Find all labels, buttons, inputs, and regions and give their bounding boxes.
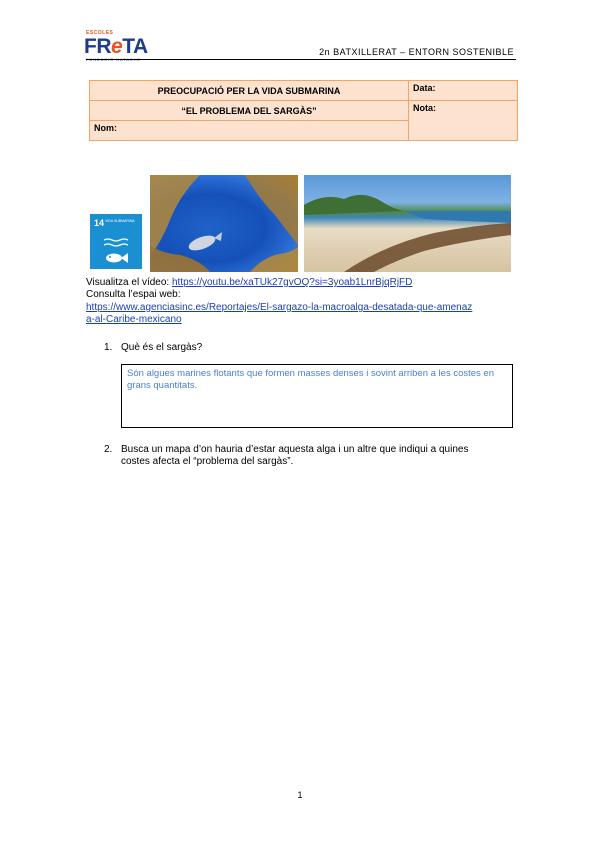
sargassum-underwater-photo	[150, 175, 298, 272]
video-prefix: Visualitza el vídeo:	[86, 277, 172, 288]
sdg14-icon	[90, 214, 142, 269]
title-cell-2: “EL PROBLEMA DEL SARGÀS”	[90, 101, 409, 121]
question-2-text-line1: Busca un mapa d’on hauria d’estar aquesta alga i un altre que indiqui a quines	[121, 444, 469, 455]
sdg-number: 14	[94, 218, 105, 228]
question-2-number: 2.	[104, 444, 113, 455]
sdg-label: VIDA SUBMARINA	[105, 219, 135, 223]
answer-1-box[interactable]	[121, 364, 513, 428]
web-link-cont[interactable]: a-al-Caribe-mexicano	[86, 314, 182, 325]
logo-part-a: FR	[84, 35, 111, 58]
sargassum-beach-photo	[304, 175, 511, 272]
title-cell-1: PREOCUPACIÓ PER LA VIDA SUBMARINA	[90, 81, 409, 101]
beach-art	[304, 175, 511, 272]
info-table	[89, 80, 518, 141]
logo-top-text: ESCOLES	[86, 30, 114, 36]
fish-icon	[90, 214, 142, 269]
question-1-number: 1.	[104, 342, 113, 353]
page-number: 1	[297, 790, 303, 800]
nota-label: Nota:	[409, 101, 518, 141]
web-link[interactable]: https://www.agenciasinc.es/Reportajes/El-sargazo-la-macroalga-desatada-que-amenaz	[86, 302, 473, 313]
logo-part-b: TA	[122, 35, 148, 58]
question-2-text-line2: costes afecta el “problema del sargàs”.	[121, 456, 294, 467]
web-prefix: Consulta l’espai web:	[86, 289, 181, 300]
nom-label: Nom:	[90, 121, 409, 141]
logo-part-e: e	[111, 35, 123, 58]
answer-1-text: Són algues marines flotants que formen masses denses i sovint arriben a les costes en grans quantitats.	[127, 368, 494, 391]
web-link-line1[interactable]	[86, 302, 472, 314]
question-1-text: Què és el sargàs?	[121, 342, 203, 353]
header-divider	[86, 59, 516, 60]
photo-art	[150, 175, 298, 272]
school-logo	[84, 30, 164, 62]
course-header: 2n BATXILLERAT – ENTORN SOSTENIBLE	[319, 47, 514, 57]
logo-main-text	[84, 35, 148, 59]
video-link[interactable]: https://youtu.be/xaTUk27gvOQ?si=3yoab1LnrBjqRjFD	[171, 277, 413, 288]
data-label: Data:	[409, 81, 518, 101]
video-line	[86, 277, 412, 289]
web-link-line2[interactable]	[86, 314, 182, 326]
